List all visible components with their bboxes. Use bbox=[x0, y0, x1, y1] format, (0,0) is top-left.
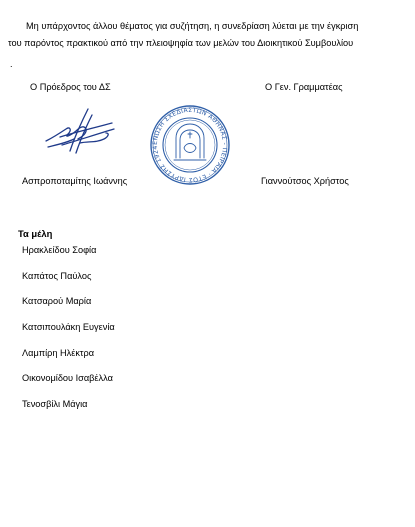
closing-paragraph-line-2: του παρόντος πρακτικού από την πλειοψηφία των μελών του Διοικητικού Συμβουλίου bbox=[8, 38, 354, 48]
member-name: Κατσιπουλάκη Ευγενία bbox=[22, 322, 115, 333]
member-name: Καπάτος Παύλος bbox=[22, 270, 92, 281]
president-name: Ασπροποταμίτης Ιωάννης bbox=[22, 176, 128, 186]
secretary-name: Γιαννούτσος Χρήστος bbox=[261, 176, 349, 186]
closing-paragraph-line-1: Μη υπάρχοντος άλλου θέματος για συζήτηση, η συνεδρίαση λύεται με την έγκριση bbox=[26, 21, 359, 31]
closing-paragraph bbox=[8, 18, 413, 52]
member-name: Λαμπίρη Ηλέκτρα bbox=[22, 347, 95, 358]
members-list bbox=[22, 244, 115, 424]
member-name: Τενοσβίλι Μάγια bbox=[22, 399, 88, 410]
association-seal bbox=[148, 104, 232, 186]
members-heading: Τα μέλη bbox=[18, 228, 53, 239]
member-name: Ηρακλείδου Σοφία bbox=[22, 245, 97, 255]
president-signature bbox=[40, 103, 120, 159]
member-name: Οικονομίδου Ισαβέλλα bbox=[22, 373, 113, 384]
secretary-role-label: Ο Γεν. Γραμματέας bbox=[265, 82, 343, 92]
stray-dot: . bbox=[10, 59, 13, 69]
member-name: Κατσαρού Μαρία bbox=[22, 296, 92, 307]
seal-text: ΕΝΩΣΗ ΣΧΕΔΙΑΣΤΩΝ ΑΘΗΝΑΣ - ΠΕΙΡΑΙΑ · ΕΤΟΣ ΙΔΡΥΣΗΣ 1924 bbox=[151, 106, 229, 184]
president-role-label: Ο Πρόεδρος του ΔΣ bbox=[30, 82, 111, 92]
